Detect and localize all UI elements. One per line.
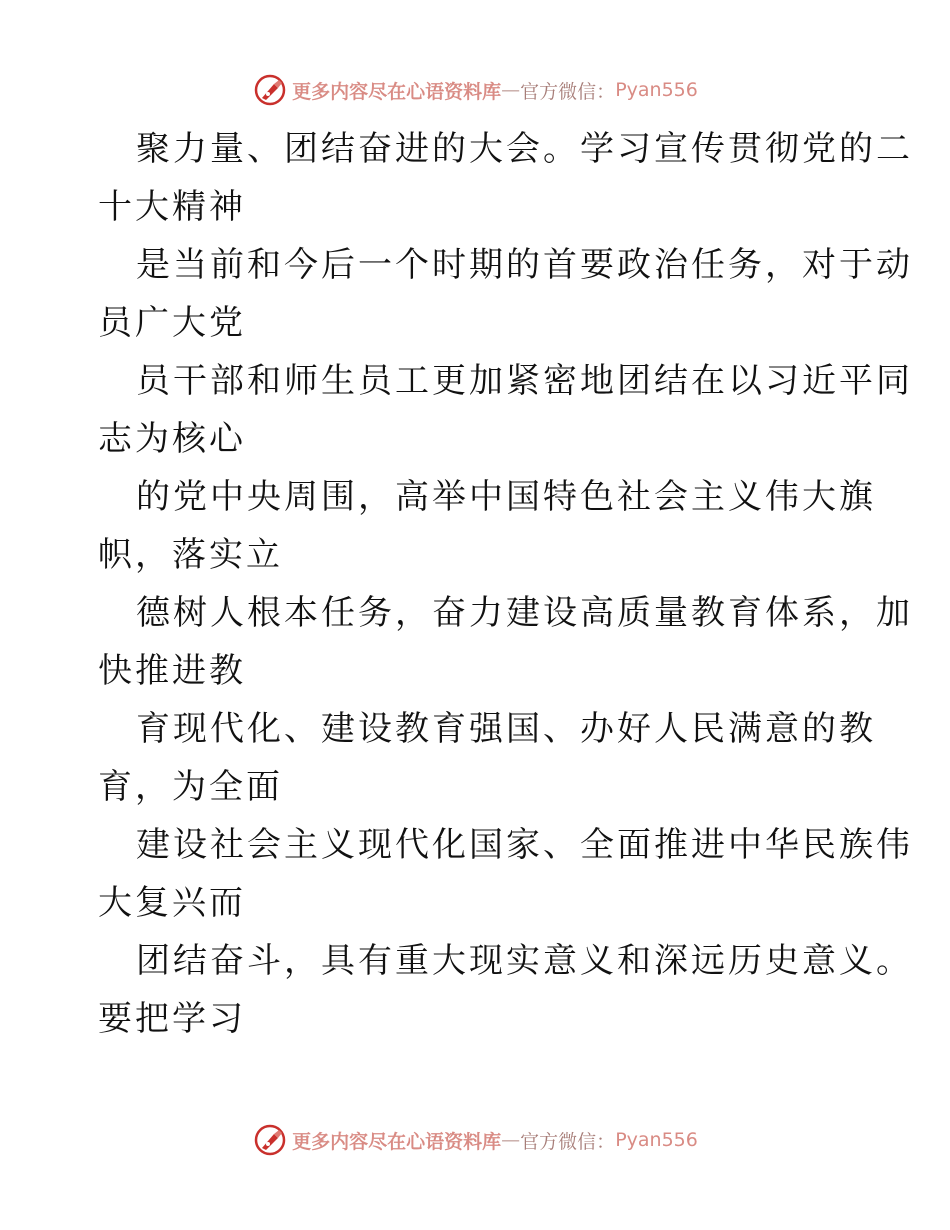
banner-separator: — <box>501 79 521 101</box>
text-line: 建设社会主义现代化国家、全面推进中华民族伟 <box>136 825 913 865</box>
text-line: 的党中央周围，高举中国特色社会主义伟大旗 <box>136 477 876 517</box>
text-line: 育，为全面 <box>98 767 283 807</box>
footer-separator: — <box>501 1129 521 1151</box>
text-line: 快推进教 <box>98 651 246 691</box>
banner-wechat-label: 官方微信： <box>520 80 616 103</box>
document-body <box>98 120 913 1048</box>
footer-wechat-id: Pyan556 <box>615 1129 698 1151</box>
text-line: 德树人根本任务，奋力建设高质量教育体系，加 <box>136 593 913 633</box>
text-line: 团结奋斗，具有重大现实意义和深远历史意义。 <box>136 941 913 981</box>
text-line: 大复兴而 <box>98 883 246 923</box>
banner-site-text: 更多内容尽在心语资料库 <box>292 80 502 103</box>
text-line: 要把学习 <box>98 999 246 1039</box>
text-line: 育现代化、建设教育强国、办好人民满意的教 <box>136 709 876 749</box>
banner-wechat-id: Pyan556 <box>615 79 698 101</box>
pen-nib-logo-icon <box>252 1122 288 1158</box>
text-line: 员广大党 <box>98 303 246 343</box>
text-line: 员干部和师生员工更加紧密地团结在以习近平同 <box>136 361 913 401</box>
footer-wechat-label: 官方微信： <box>520 1130 616 1153</box>
footer-banner <box>0 1120 950 1160</box>
text-line: 十大精神 <box>98 187 246 227</box>
text-line: 帜，落实立 <box>98 535 283 575</box>
text-line: 是当前和今后一个时期的首要政治任务，对于动 <box>136 245 913 285</box>
footer-site-text: 更多内容尽在心语资料库 <box>292 1130 502 1153</box>
text-line: 聚力量、团结奋进的大会。学习宣传贯彻党的二 <box>136 129 913 169</box>
text-line: 志为核心 <box>98 419 246 459</box>
header-banner <box>0 70 950 110</box>
pen-nib-logo-icon <box>252 72 288 108</box>
